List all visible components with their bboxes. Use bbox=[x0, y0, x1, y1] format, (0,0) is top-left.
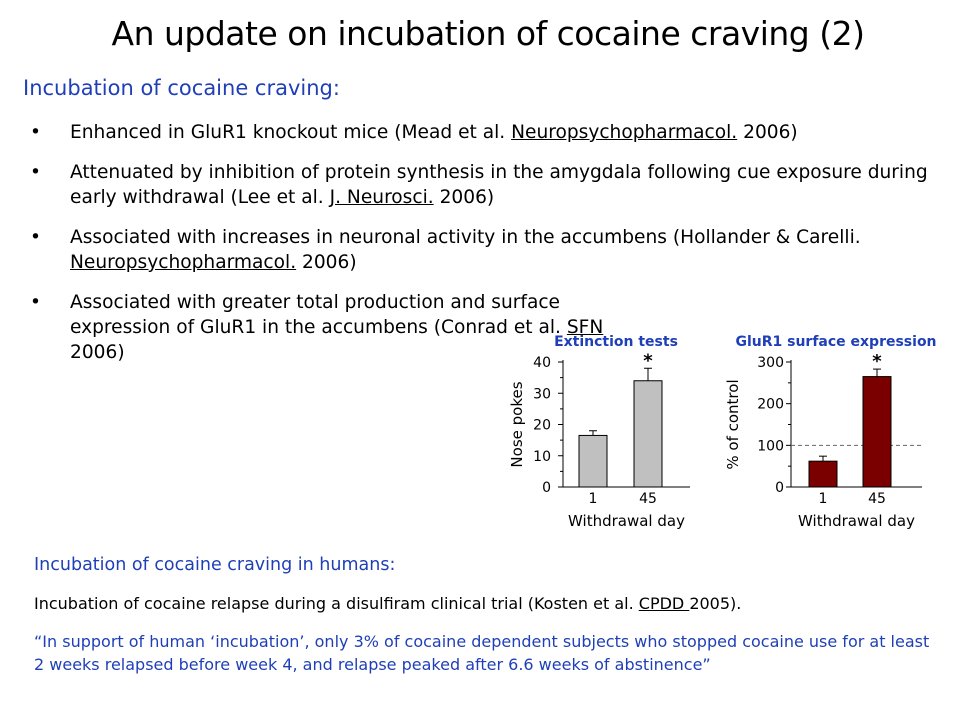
human-study-text: Incubation of cocaine relapse during a disulfiram clinical trial (Kosten et al. bbox=[34, 594, 639, 613]
bar bbox=[863, 377, 891, 487]
y-tick-label: 30 bbox=[533, 386, 551, 403]
x-axis-label: Withdrawal day bbox=[798, 512, 915, 530]
bullet-dot: • bbox=[30, 162, 41, 183]
significance-marker: * bbox=[643, 350, 653, 372]
quote-text: “In support of human ‘incubation’, only 3% of cocaine dependent subjects who stopped cocaine use for at least 2 weeks relapsed before week 4, and relapse peaked after 6.6 weeks of abstinence” bbox=[34, 632, 930, 674]
bullet-text: Attenuated by inhibition of protein synthesis in the amygdala following cue exposure during early withdrawal (Lee et al. bbox=[70, 162, 928, 208]
y-tick-label: 10 bbox=[533, 448, 551, 465]
bullet-year: 2006) bbox=[70, 342, 125, 363]
human-study-line bbox=[34, 594, 741, 613]
bullet-text: Associated with greater total production and surface expression of GluR1 in the accumbens (Conrad et al. bbox=[70, 292, 567, 338]
journal-link: Neuropsychopharmacol. bbox=[511, 122, 738, 143]
journal-link: J. Neurosci. bbox=[329, 187, 434, 208]
significance-marker: * bbox=[872, 351, 882, 373]
y-axis-label: % of control bbox=[724, 379, 742, 470]
bullet-dot: • bbox=[30, 122, 41, 143]
y-tick-label: 300 bbox=[757, 355, 784, 371]
bullet-dot: • bbox=[30, 292, 41, 313]
y-tick-label: 0 bbox=[775, 480, 784, 496]
bullet-item bbox=[30, 160, 942, 210]
bullet-text: Associated with increases in neuronal activity in the accumbens (Hollander & Carelli. bbox=[70, 227, 861, 248]
bullet-text: Enhanced in GluR1 knockout mice (Mead et al. bbox=[70, 122, 512, 143]
bullet-year: 2006) bbox=[296, 252, 357, 273]
human-heading: Incubation of cocaine craving in humans: bbox=[34, 555, 396, 575]
y-axis-label: Nose pokes bbox=[508, 381, 526, 468]
journal-link: SFN bbox=[566, 317, 604, 338]
y-tick-label: 40 bbox=[533, 355, 551, 371]
journal-link: CPDD bbox=[638, 594, 690, 613]
y-tick-label: 20 bbox=[533, 417, 551, 434]
bullet-item bbox=[30, 225, 942, 275]
bullet-dot: • bbox=[30, 227, 41, 248]
bar bbox=[809, 461, 837, 487]
y-tick-label: 0 bbox=[542, 480, 551, 496]
x-tick-label: 45 bbox=[868, 491, 886, 507]
y-tick-label: 200 bbox=[757, 396, 784, 413]
bar bbox=[634, 381, 662, 487]
slide-title: An update on incubation of cocaine craving (2) bbox=[111, 14, 865, 53]
chart-title: GluR1 surface expression bbox=[735, 334, 937, 350]
bullet-list bbox=[30, 120, 942, 380]
section-heading: Incubation of cocaine craving: bbox=[23, 76, 340, 100]
bar bbox=[579, 435, 607, 487]
y-tick-label: 100 bbox=[757, 438, 784, 455]
x-tick-label: 45 bbox=[639, 491, 657, 507]
bullet-item bbox=[30, 120, 942, 145]
x-tick-label: 1 bbox=[588, 491, 598, 507]
journal-link: Neuropsychopharmacol. bbox=[70, 252, 297, 273]
x-axis-label: Withdrawal day bbox=[568, 512, 685, 530]
chart-title: Extinction tests bbox=[554, 334, 678, 350]
bullet-year: 2006) bbox=[737, 122, 798, 143]
bullet-item bbox=[30, 290, 942, 365]
human-study-year: 2005). bbox=[689, 594, 742, 613]
bullet-year: 2006) bbox=[433, 187, 495, 208]
x-tick-label: 1 bbox=[818, 491, 828, 507]
